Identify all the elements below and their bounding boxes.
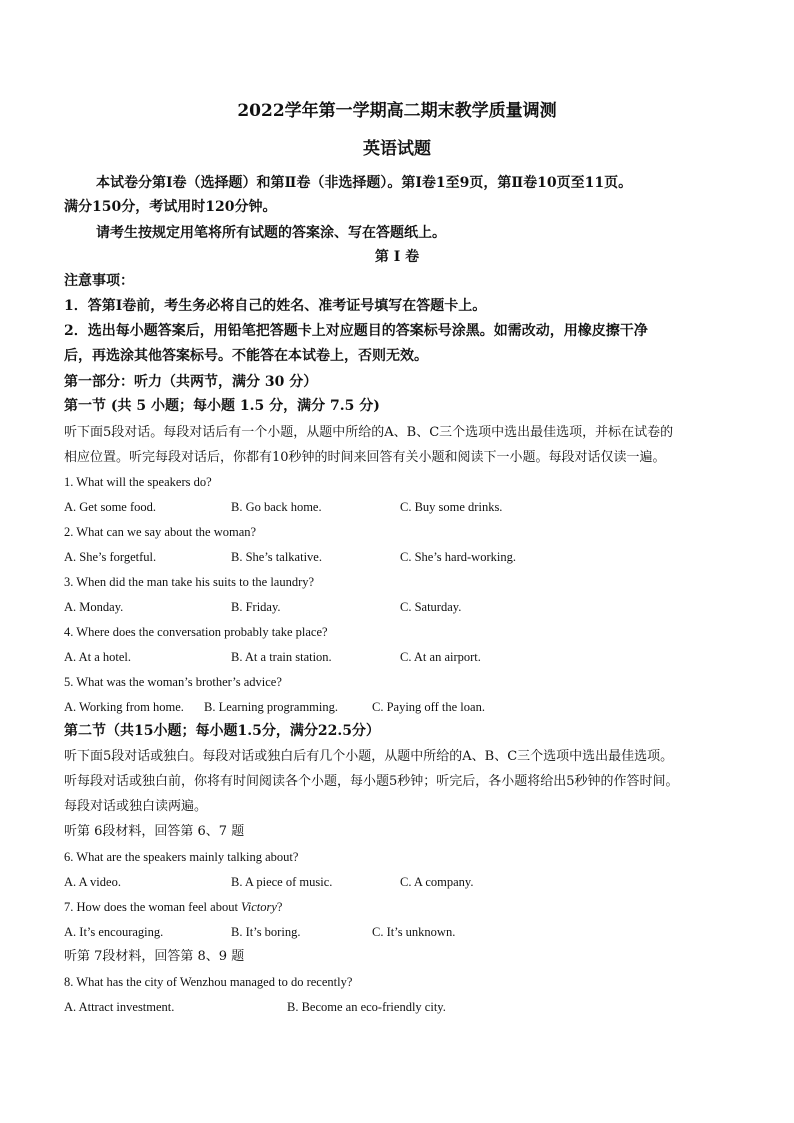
question-7-mark: ? xyxy=(276,900,283,914)
question-7-option-b: B. It’s boring. xyxy=(231,925,301,939)
question-7 xyxy=(64,898,282,916)
volume-label: 第 Ⅰ 卷 xyxy=(374,249,420,265)
question-2-option-b: B. She’s talkative. xyxy=(231,550,322,564)
intro-line-1: 本试卷分第Ⅰ卷（选择题）和第Ⅱ卷（非选择题）。第Ⅰ卷1至9页，第Ⅱ卷10页至11页。 xyxy=(96,175,633,191)
question-7-option-a: A. It’s encouraging. xyxy=(64,925,164,939)
question-1-option-a: A. Get some food. xyxy=(64,500,156,514)
question-1-option-c: C. Buy some drinks. xyxy=(400,500,503,514)
material-6-heading: 听第 6段材料，回答第 6、7 题 xyxy=(64,824,245,839)
question-6: 6. What are the speakers mainly talking about? xyxy=(64,850,299,864)
question-5-option-a: A. Working from home. xyxy=(64,700,184,714)
part1-heading: 第一部分：听力（共两节，满分 30 分） xyxy=(64,374,318,390)
question-5-option-c: C. Paying off the loan. xyxy=(372,700,485,714)
question-4: 4. Where does the conversation probably take place? xyxy=(64,625,328,639)
question-3-option-a: A. Monday. xyxy=(64,600,124,614)
page-title: 2022学年第一学期高二期末教学质量调测 xyxy=(237,101,557,121)
question-5: 5. What was the woman’s brother’s advice? xyxy=(64,675,282,689)
section2-instruction-line-2: 听每段对话或独白前，你将有时间阅读各个小题，每小题5秒钟；听完后，各小题将给出5秒钟的作答时间。 xyxy=(64,774,679,789)
question-2-option-a: A. She’s forgetful. xyxy=(64,550,157,564)
section1-instruction-line-1: 听下面5段对话。每段对话后有一个小题，从题中所给的A、B、C三个选项中选出最佳选项，并标在试卷的 xyxy=(64,425,674,440)
question-2-option-c: C. She’s hard-working. xyxy=(400,550,516,564)
notes-item-2-line-1: 2．选出每小题答案后，用铅笔把答题卡上对应题目的答案标号涂黑。如需改动，用橡皮擦干净 xyxy=(64,323,648,339)
section1-instruction-line-2: 相应位置。听完每段对话后，你都有10秒钟的时间来回答有关小题和阅读下一小题。每段对话仅读一遍。 xyxy=(64,450,666,465)
question-6-option-c: C. A company. xyxy=(400,875,474,889)
intro-line-2: 满分150分，考试用时120分钟。 xyxy=(64,199,277,215)
question-4-option-a: A. At a hotel. xyxy=(64,650,132,664)
question-4-option-b: B. At a train station. xyxy=(231,650,332,664)
section2-instruction-line-1: 听下面5段对话或独白。每段对话或独白后有几个小题，从题中所给的A、B、C三个选项中选出最佳选项。 xyxy=(64,749,674,764)
question-1: 1. What will the speakers do? xyxy=(64,475,212,489)
question-7-text: 7. How does the woman feel about xyxy=(64,900,242,914)
question-8-option-b: B. Become an eco-friendly city. xyxy=(287,1000,446,1014)
section2-heading: 第二节（共15小题；每小题1.5分，满分22.5分） xyxy=(64,723,380,739)
question-3-option-c: C. Saturday. xyxy=(400,600,462,614)
notes-heading: 注意事项： xyxy=(64,273,134,289)
question-8: 8. What has the city of Wenzhou managed to do recently? xyxy=(64,975,353,989)
question-7-option-c: C. It’s unknown. xyxy=(372,925,456,939)
intro-line-3: 请考生按规定用笔将所有试题的答案涂、写在答题纸上。 xyxy=(96,225,446,241)
question-6-option-b: B. A piece of music. xyxy=(231,875,333,889)
page-subtitle: 英语试题 xyxy=(363,139,431,159)
section2-instruction-line-3: 每段对话或独白读两遍。 xyxy=(64,799,208,814)
section1-heading: 第一节 (共 5 小题；每小题 1.5 分，满分 7.5 分) xyxy=(64,398,380,414)
question-4-option-c: C. At an airport. xyxy=(400,650,481,664)
notes-item-2-line-2: 后，再选涂其他答案标号。不能答在本试卷上，否则无效。 xyxy=(64,348,428,364)
question-3: 3. When did the man take his suits to the laundry? xyxy=(64,575,315,589)
material-7-heading: 听第 7段材料，回答第 8、9 题 xyxy=(64,949,245,964)
question-2: 2. What can we say about the woman? xyxy=(64,525,257,539)
question-1-option-b: B. Go back home. xyxy=(231,500,322,514)
question-3-option-b: B. Friday. xyxy=(231,600,281,614)
question-8-option-a: A. Attract investment. xyxy=(64,1000,175,1014)
question-6-option-a: A. A video. xyxy=(64,875,121,889)
question-7-title-italic: Victory xyxy=(241,900,277,914)
notes-item-1: 1．答第Ⅰ卷前，考生务必将自己的姓名、准考证号填写在答题卡上。 xyxy=(64,298,487,314)
question-5-option-b: B. Learning programming. xyxy=(204,700,338,714)
